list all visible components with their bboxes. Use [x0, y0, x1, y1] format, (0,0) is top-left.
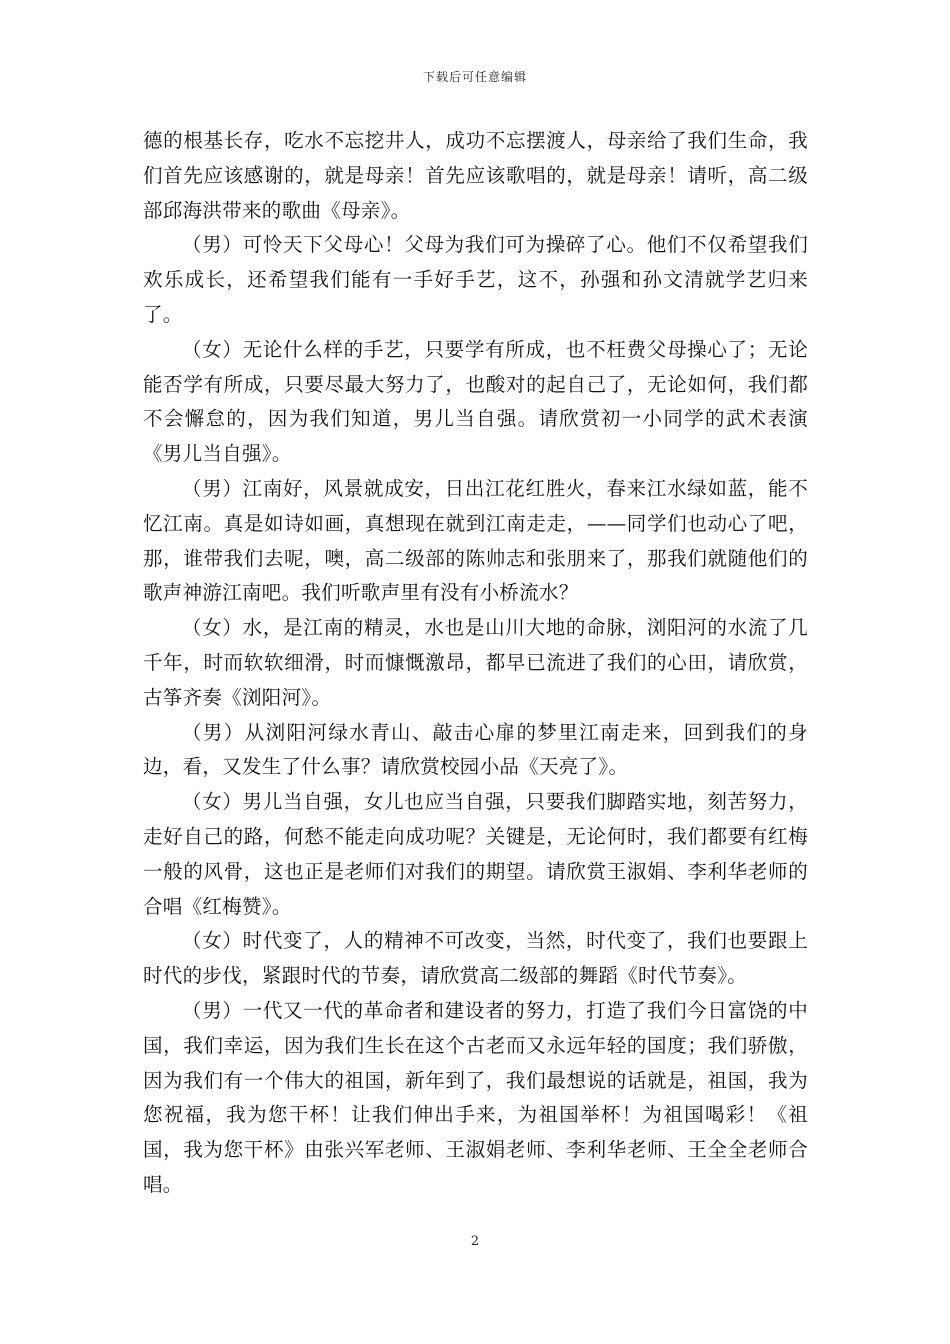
paragraph-male-motherland: （男）一代又一代的革命者和建设者的努力，打造了我们今日富饶的中国，我们幸运，因为我们生长在这个古老而又永远年轻的国度；我们骄傲，因为我们有一个伟大的祖国，新年到了，我们最想说的话就是，祖国，我为您祝福，我为您干杯！让我们伸出手来，为祖国举杯！为祖国喝彩！《祖国，我为您干杯》由张兴军老师、王淑娟老师、李利华老师、王全全老师合唱。	[143, 998, 808, 1196]
paragraph-male-jiangnan: （男）江南好，风景就成安，日出江花红胜火，春来江水绿如蓝，能不忆江南。真是如诗如画，真想现在就到江南走走，——同学们也动心了吧，那，谁带我们去呢，噢，高二级部的陈帅志和张朋来了，那我们就随他们的歌声神游江南吧。我们听歌声里有没有小桥流水？	[143, 476, 808, 605]
paragraph-female-red-plum: （女）男儿当自强，女儿也应当自强，只要我们脚踏实地，刻苦努力，走好自己的路，何愁不能走向成功呢？关键是，无论何时，我们都要有红梅一般的风骨，这也正是老师们对我们的期望。请欣赏王淑娟、李利华老师的合唱《红梅赞》。	[143, 790, 808, 918]
paragraph-female-dance: （女）时代变了，人的精神不可改变，当然，时代变了，我们也要跟上时代的步伐，紧跟时代的节奏，请欣赏高二级部的舞蹈《时代节奏》。	[143, 929, 808, 988]
page-number: 2	[470, 1234, 480, 1249]
document-body	[143, 124, 808, 1203]
paragraph-female-liuyang-river: （女）水，是江南的精灵，水也是山川大地的命脉，浏阳河的水流了几千年，时而软软细滑，时而慷慨激昂，都早已流进了我们的心田，请欣赏，古筝齐奏《浏阳河》。	[143, 616, 808, 709]
paragraph-continuation: 德的根基长存，吃水不忘挖井人，成功不忘摆渡人，母亲给了我们生命，我们首先应该感谢的，就是母亲！首先应该歌唱的，就是母亲！请听，高二级部邱海洪带来的歌曲《母亲》。	[143, 129, 808, 222]
paragraph-female-martial-arts: （女）无论什么样的手艺，只要学有所成，也不枉费父母操心了；无论能否学有所成，只要尽最大努力了，也酸对的起自己了，无论如何，我们都不会懈怠的，因为我们知道，男儿当自强。请欣赏初一小同学的武术表演《男儿当自强》。	[143, 337, 808, 466]
paragraph-male-skit: （男）从浏阳河绿水青山、敲击心扉的梦里江南走来，回到我们的身边，看，又发生了什么事？请欣赏校园小品《天亮了》。	[143, 720, 808, 779]
paragraph-male-parents: （男）可怜天下父母心！父母为我们可为操碎了心。他们不仅希望我们欢乐成长，还希望我们能有一手好手艺，这不，孙强和孙文清就学艺归来了。	[143, 233, 808, 326]
page-header-note: 下载后可任意编辑	[422, 70, 527, 84]
